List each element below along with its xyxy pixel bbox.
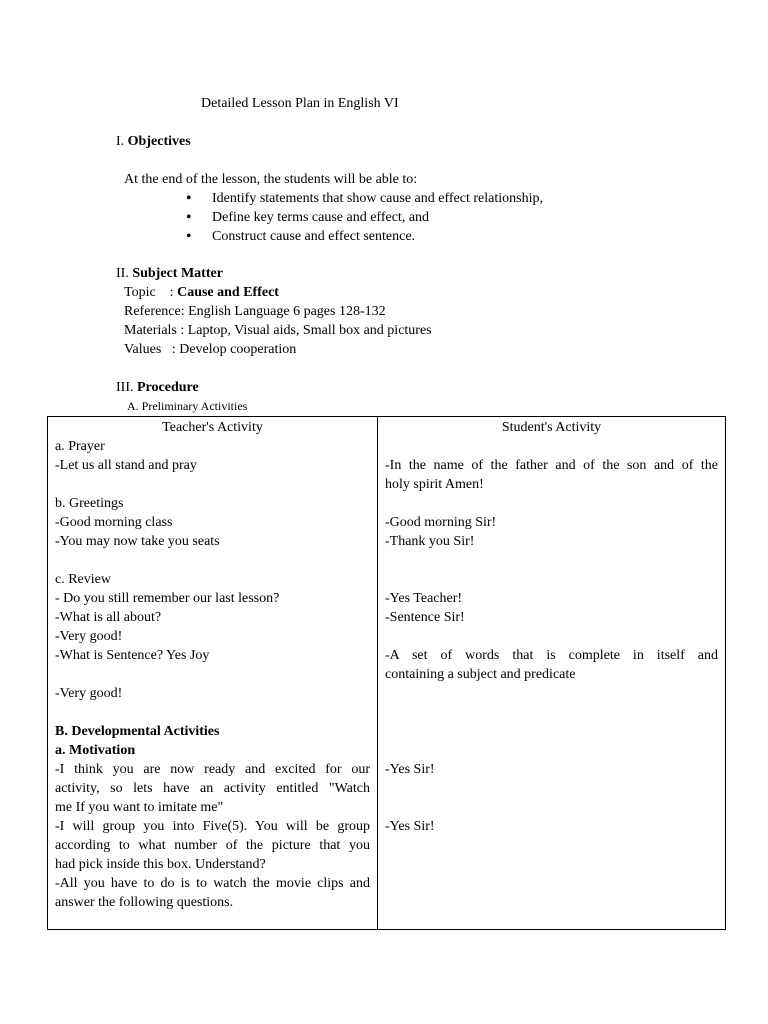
student-line: -Good morning Sir! (385, 515, 497, 530)
topic-line (124, 283, 279, 302)
teacher-line: -Good morning class (55, 515, 173, 530)
teacher-line: -I think you are now ready and excited for our (55, 762, 370, 777)
materials-line: Materials : Laptop, Visual aids, Small box and pictures (124, 323, 432, 338)
objectives-heading (116, 132, 191, 151)
teacher-line: activity, so lets have an activity entitled "Watch (55, 781, 370, 796)
blank-line (55, 665, 370, 684)
blank-line (385, 627, 718, 646)
student-line: -Yes Sir! (385, 819, 435, 834)
preliminary-activities-label: A. Preliminary Activities (127, 399, 248, 413)
student-line: -Yes Sir! (385, 762, 435, 777)
procedure-title: Procedure (137, 380, 199, 395)
objectives-intro: At the end of the lesson, the students will be able to: (124, 172, 418, 187)
blank-line (385, 779, 718, 798)
teacher-line: according to what number of the picture that you (55, 838, 370, 853)
teacher-line: -I will group you into Five(5). You will be group (55, 819, 370, 834)
objective-item: • Construct cause and effect sentence. (186, 227, 543, 246)
objectives-title: Objectives (127, 134, 191, 149)
blank-line (385, 722, 718, 741)
student-line: -Yes Teacher! (385, 591, 463, 606)
blank-line (385, 684, 718, 703)
blank-line (385, 798, 718, 817)
teacher-line: had pick inside this box. Understand? (55, 857, 266, 872)
teacher-column (48, 417, 378, 929)
objectives-numeral: I. (116, 134, 125, 149)
prayer-title: a. Prayer (55, 439, 105, 454)
subject-matter-heading (116, 264, 223, 283)
motivation-title: a. Motivation (55, 743, 136, 758)
blank-line (385, 551, 718, 570)
student-line: -A set of words that is complete in itself and (385, 648, 718, 663)
subject-matter-title: Subject Matter (132, 266, 223, 281)
teacher-line: - Do you still remember our last lesson? (55, 591, 280, 606)
subject-matter-numeral: II. (116, 266, 129, 281)
student-line: holy spirit Amen! (385, 477, 484, 492)
blank-line (385, 494, 718, 513)
blank-line (385, 570, 718, 589)
topic-label: Topic : (124, 285, 174, 300)
reference-line: Reference: English Language 6 pages 128-132 (124, 304, 386, 319)
teacher-line: -Very good! (55, 686, 123, 701)
objectives-list (186, 189, 543, 246)
document-title: Detailed Lesson Plan in English VI (201, 96, 399, 111)
student-line: -Thank you Sir! (385, 534, 475, 549)
teacher-line: answer the following questions. (55, 895, 234, 910)
activity-table (47, 416, 726, 930)
procedure-heading (116, 378, 199, 397)
student-line: -Sentence Sir! (385, 610, 465, 625)
teacher-line: -All you have to do is to watch the movie clips and (55, 876, 370, 891)
procedure-numeral: III. (116, 380, 134, 395)
blank-line (55, 551, 370, 570)
review-title: c. Review (55, 572, 111, 587)
teacher-line: -Let us all stand and pray (55, 458, 197, 473)
student-activity-header: Student's Activity (501, 420, 602, 435)
blank-line (385, 703, 718, 722)
greetings-title: b. Greetings (55, 496, 124, 511)
teacher-line: -What is all about? (55, 610, 162, 625)
blank-line (55, 703, 370, 722)
objective-item: • Identify statements that show cause and effect relationship, (186, 189, 543, 208)
blank-line (385, 437, 718, 456)
topic-value: Cause and Effect (177, 285, 279, 300)
objective-item: • Define key terms cause and effect, and (186, 208, 543, 227)
teacher-line: -What is Sentence? Yes Joy (55, 648, 210, 663)
student-line: -In the name of the father and of the son and of the (385, 458, 718, 473)
teacher-line: me If you want to imitate me" (55, 800, 224, 815)
teacher-line: -You may now take you seats (55, 534, 220, 549)
teacher-line: -Very good! (55, 629, 123, 644)
teacher-activity-header: Teacher's Activity (162, 420, 263, 435)
blank-line (55, 475, 370, 494)
developmental-activities-title: B. Developmental Activities (55, 724, 220, 739)
student-line: containing a subject and predicate (385, 667, 576, 682)
values-line: Values : Develop cooperation (124, 342, 297, 357)
blank-line (385, 741, 718, 760)
student-column (378, 417, 725, 929)
